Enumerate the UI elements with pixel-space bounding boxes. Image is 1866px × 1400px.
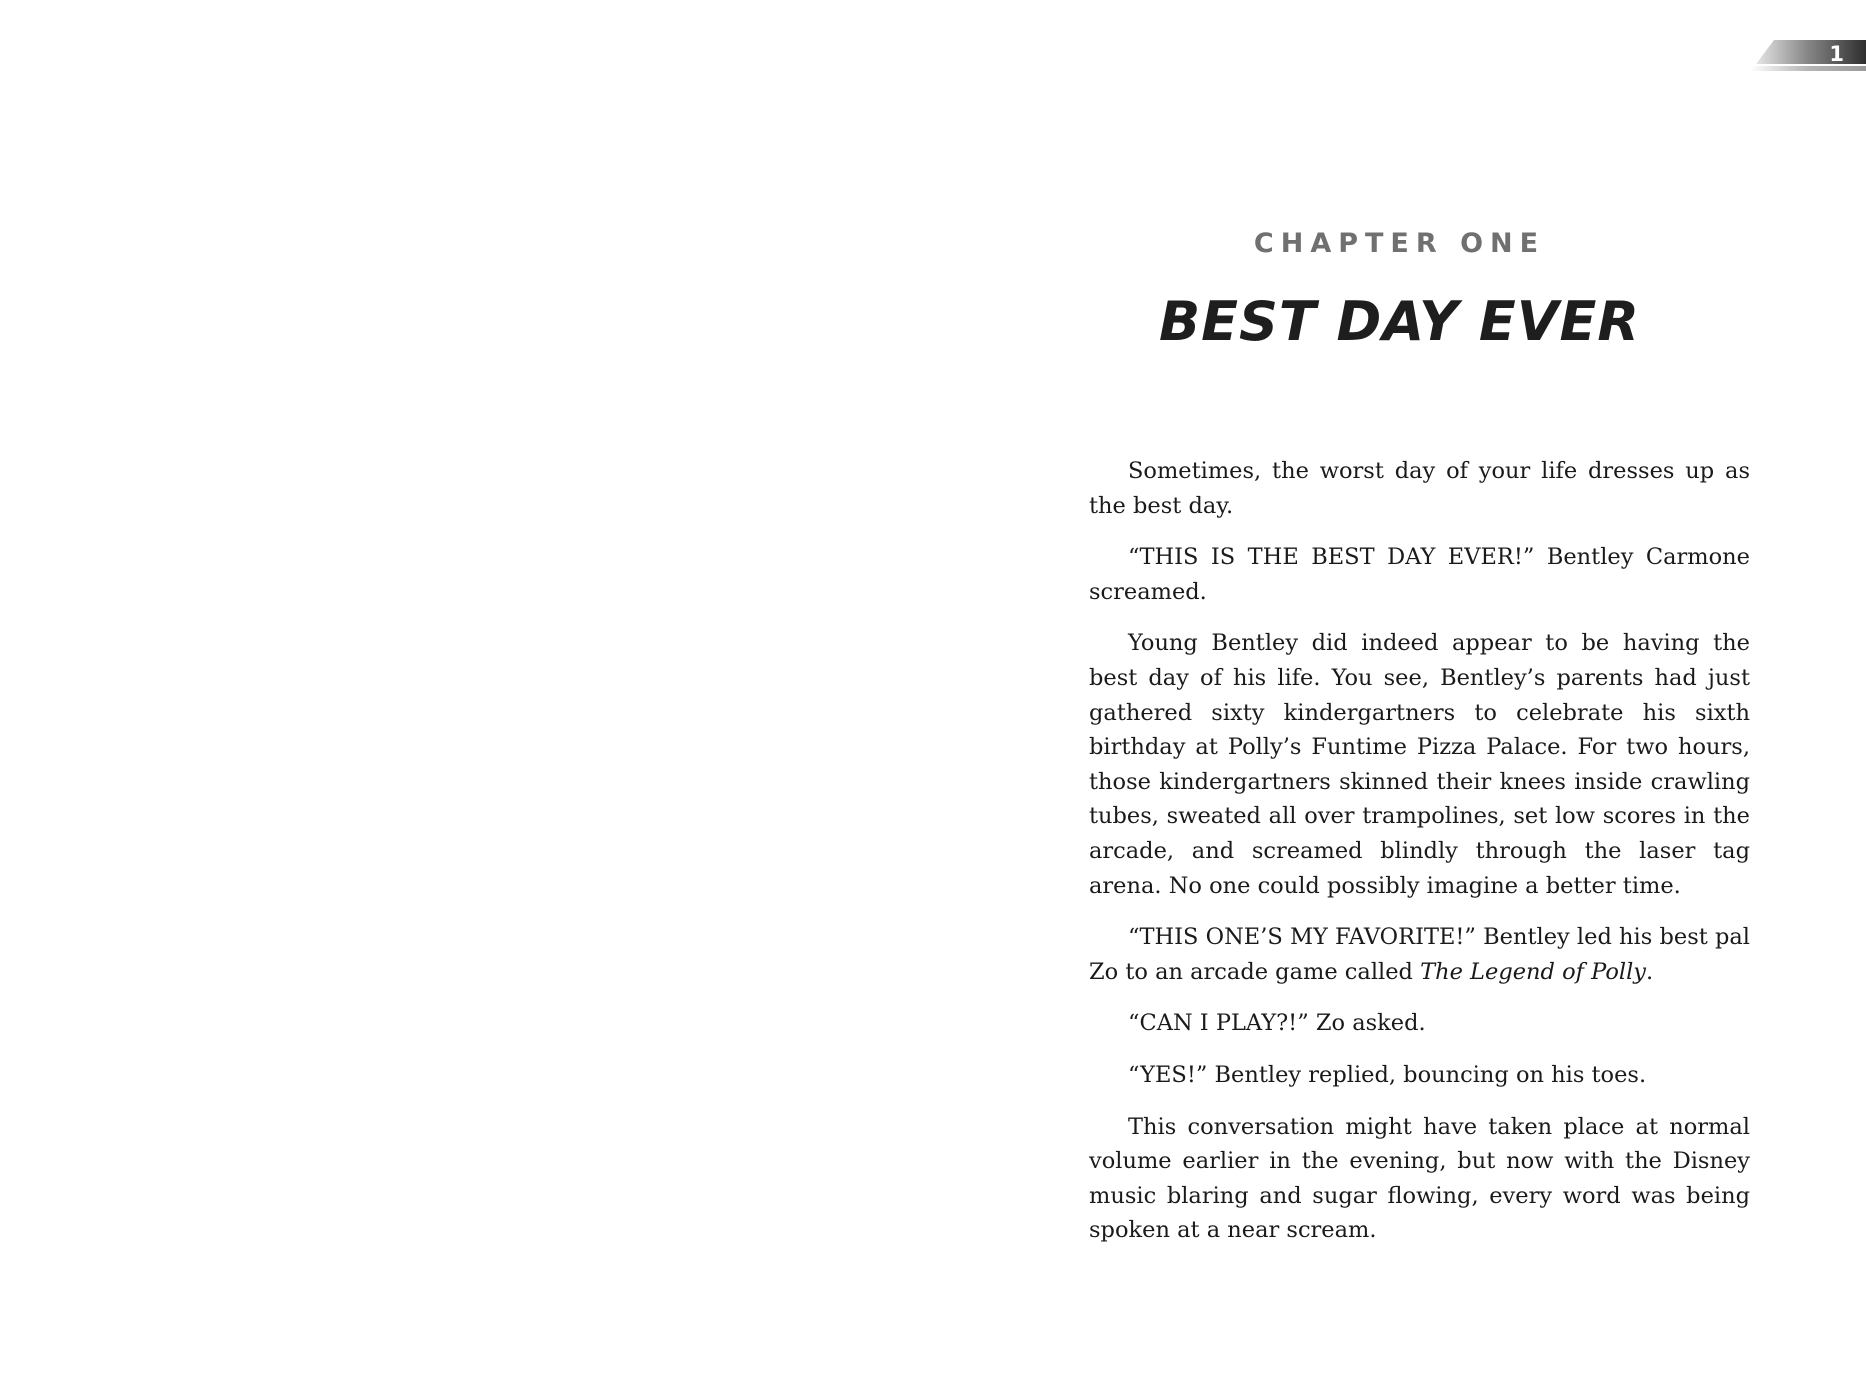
paragraph: “YES!” Bentley replied, bouncing on his toes.: [1128, 1061, 1647, 1088]
page-tab-graphic: [1746, 40, 1866, 72]
paragraph-text: “THIS ONE’S MY FAVORITE!” Bentley led his best pal Zo to an arcade game called: [1089, 924, 1750, 985]
page-number-tab: [1746, 40, 1866, 72]
page-number: 1: [1829, 42, 1844, 66]
paragraph: “CAN I PLAY?!” Zo asked.: [1128, 1010, 1426, 1037]
game-title: The Legend of Polly: [1420, 958, 1646, 985]
paragraph: “THIS IS THE BEST DAY EVER!” Bentley Carmone screamed.: [1089, 544, 1750, 605]
paragraph-text: .: [1645, 958, 1654, 985]
chapter-body: [1089, 454, 1750, 1265]
paragraph: Young Bentley did indeed appear to be having the best day of his life. You see, Bentley’s parents had just gathered sixty kindergartners to celebrate his sixth birthday at Polly’s Funtime Pizza Palace. For two hours, those kindergartners skinned their knees inside crawling tubes, sweated all over trampolines, set low scores in the arcade, and screamed blindly through the laser tag arena. No one could possibly imagine a better time.: [1089, 630, 1750, 899]
paragraph: This conversation might have taken place at normal volume earlier in the evening, but now with the Disney music blaring and sugar flowing, every word was being spoken at a near scream.: [1089, 1113, 1750, 1244]
page-tab-underline: [1750, 66, 1866, 71]
paragraph: Sometimes, the worst day of your life dresses up as the best day.: [1089, 458, 1750, 519]
chapter-title: BEST DAY EVER: [1158, 290, 1641, 353]
right-page: [933, 0, 1866, 1400]
chapter-label: CHAPTER ONE: [1253, 228, 1546, 259]
paragraph: [1089, 920, 1750, 989]
page-tab-shape: [1756, 40, 1866, 64]
